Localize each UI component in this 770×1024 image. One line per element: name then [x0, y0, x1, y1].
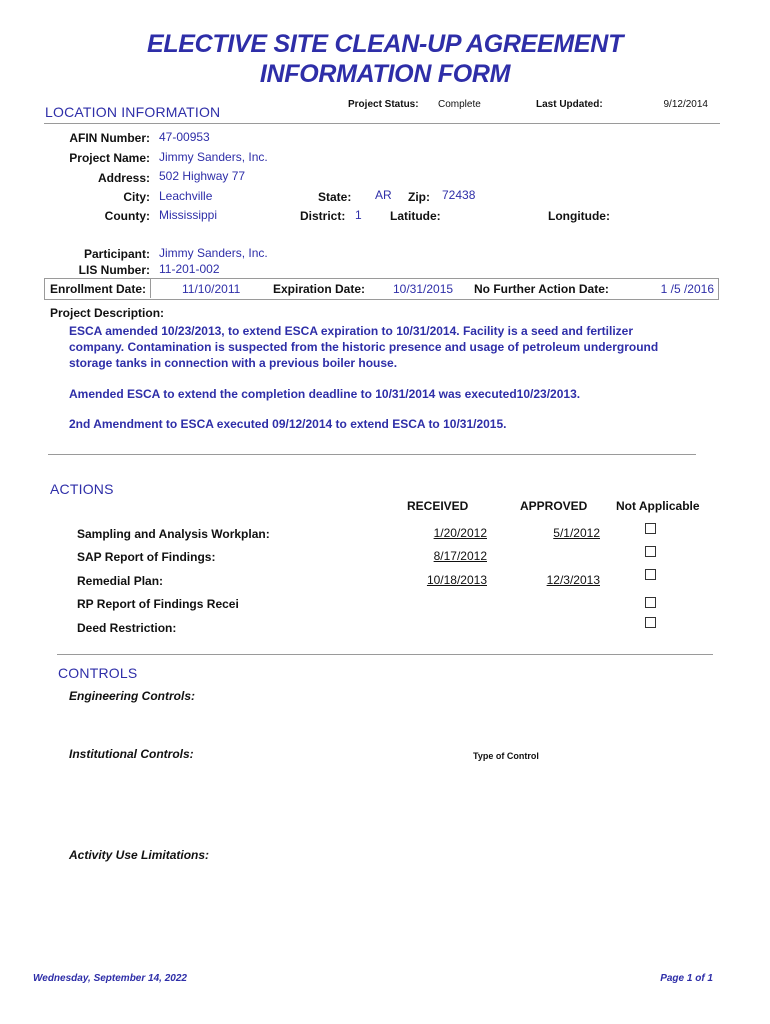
approved-column-header: APPROVED [520, 499, 588, 513]
institutional-controls-label: Institutional Controls: [69, 747, 194, 761]
lis-number-label: LIS Number: [78, 263, 150, 277]
expiration-date-value: 10/31/2015 [393, 282, 454, 296]
city-value: Leachville [159, 189, 213, 203]
not-applicable-checkbox-deed-restriction[interactable] [645, 617, 656, 628]
longitude-label: Longitude: [548, 209, 610, 223]
county-label: County: [104, 209, 150, 223]
footer-date: Wednesday, September 14, 2022 [33, 973, 187, 984]
zip-value: 72438 [442, 188, 476, 202]
form-title-line2: INFORMATION FORM [259, 60, 511, 88]
afin-value: 47-00953 [159, 130, 210, 144]
actions-section-heading: ACTIONS [50, 481, 114, 497]
latitude-label: Latitude: [390, 209, 441, 223]
engineering-controls-label: Engineering Controls: [69, 689, 195, 703]
location-heading-divider [44, 123, 720, 124]
lis-number-value: 11-201-002 [159, 262, 220, 276]
nfa-date-value: 1 /5 /2016 [660, 282, 714, 296]
participant-label: Participant: [83, 247, 150, 261]
enrollment-date-label: Enrollment Date: [50, 282, 147, 296]
controls-section-heading: CONTROLS [58, 665, 138, 681]
project-name-label: Project Name: [69, 151, 150, 165]
address-value: 502 Highway 77 [159, 169, 246, 183]
action-label-rp-report: RP Report of Findings Recei [77, 597, 239, 611]
project-description-label: Project Description: [50, 306, 165, 320]
received-column-header: RECEIVED [407, 499, 469, 513]
action-label-sap-report: SAP Report of Findings: [77, 550, 216, 564]
participant-value: Jimmy Sanders, Inc. [159, 246, 268, 260]
not-applicable-checkbox-sap-report[interactable] [645, 546, 656, 557]
project-status-label: Project Status: [348, 99, 419, 110]
district-value: 1 [355, 208, 362, 222]
nfa-date-label: No Further Action Date: [474, 282, 609, 296]
action-label-deed-restriction: Deed Restriction: [77, 621, 177, 635]
not-applicable-checkbox-sampling-workplan[interactable] [645, 523, 656, 534]
last-updated-value: 9/12/2014 [663, 99, 708, 110]
zip-label: Zip: [408, 190, 430, 204]
expiration-date-label: Expiration Date: [273, 282, 366, 296]
project-description-para3: 2nd Amendment to ESCA executed 09/12/2014 to extend ESCA to 10/31/2015. [69, 417, 507, 431]
state-value: AR [375, 188, 392, 202]
activity-use-limitations-label: Activity Use Limitations: [69, 848, 210, 862]
project-description-para2: Amended ESCA to extend the completion deadline to 10/31/2014 was executed10/23/2013. [69, 387, 581, 401]
last-updated-label: Last Updated: [536, 99, 603, 110]
type-of-control-label: Type of Control [473, 751, 539, 761]
description-divider [48, 454, 696, 455]
not-applicable-column-header: Not Applicable [616, 499, 700, 513]
not-applicable-checkbox-remedial-plan[interactable] [645, 569, 656, 580]
action-approved-sampling-workplan: 5/1/2012 [553, 526, 600, 540]
project-name-value: Jimmy Sanders, Inc. [159, 150, 268, 164]
county-value: Mississippi [159, 208, 218, 222]
project-status-value: Complete [438, 99, 481, 110]
project-description-para1: ESCA amended 10/23/2013, to extend ESCA expiration to 10/31/2014. Facility is a seed and fertilizer company. Contamination is suspected from the historic presence and usage of petroleum underground storage tanks in connection with a previous boiler house. [69, 324, 659, 370]
footer-page-number: Page 1 of 1 [660, 973, 713, 984]
dates-row-separator [150, 278, 151, 298]
form-title-line1: ELECTIVE SITE CLEAN-UP AGREEMENT [146, 30, 624, 58]
location-section-heading: LOCATION INFORMATION [45, 104, 221, 120]
district-label: District: [300, 209, 346, 223]
not-applicable-checkbox-rp-report[interactable] [645, 597, 656, 608]
action-received-remedial-plan: 10/18/2013 [426, 573, 487, 587]
action-label-remedial-plan: Remedial Plan: [77, 574, 164, 588]
action-received-sampling-workplan: 1/20/2012 [433, 526, 487, 540]
action-label-sampling-workplan: Sampling and Analysis Workplan: [77, 527, 270, 541]
enrollment-date-value: 11/10/2011 [182, 282, 241, 296]
action-received-sap-report: 8/17/2012 [433, 549, 487, 563]
actions-divider [57, 654, 713, 655]
action-approved-remedial-plan: 12/3/2013 [546, 573, 600, 587]
address-label: Address: [97, 171, 150, 185]
city-label: City: [123, 190, 150, 204]
state-label: State: [318, 190, 352, 204]
afin-label: AFIN Number: [69, 131, 150, 145]
